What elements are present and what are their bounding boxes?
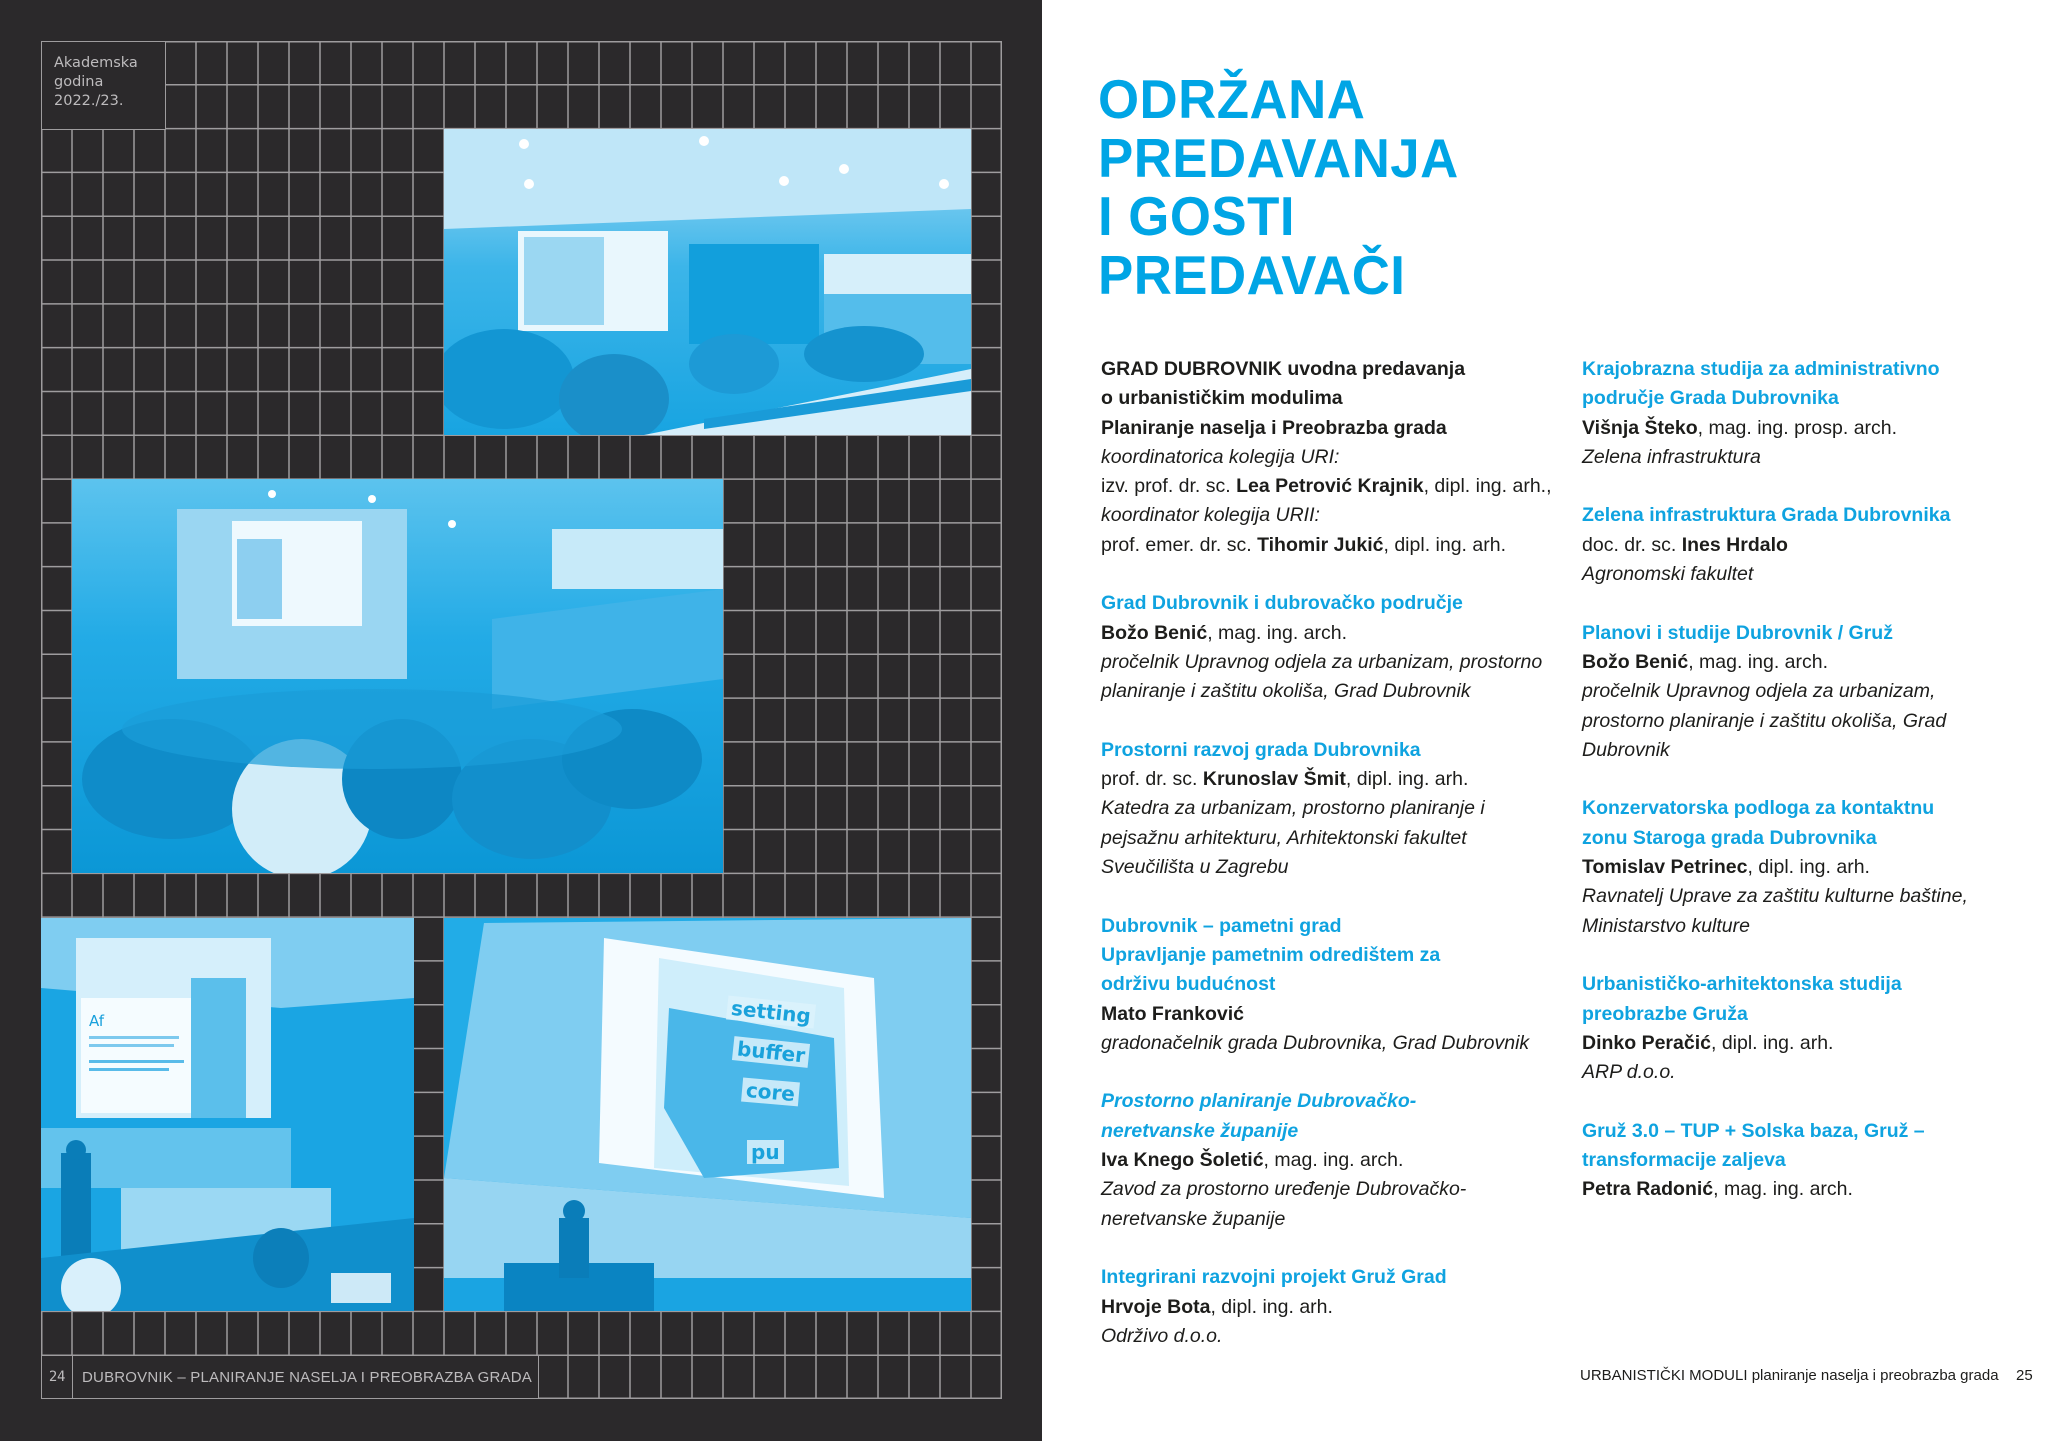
- speaker-line: [1101, 531, 1571, 560]
- speaker-affiliation: planiranje i zaštitu okoliša, Grad Dubrovnik: [1101, 680, 1471, 703]
- lecture-title: Prostorni razvoj grada Dubrovnika: [1101, 738, 1421, 761]
- speaker-title-prefix: izv. prof. dr. sc.: [1101, 475, 1237, 498]
- lecture-title: Krajobrazna studija za administrativno: [1582, 358, 1940, 380]
- lecture-title: GRAD DUBROVNIK uvodna predavanja: [1101, 358, 1466, 380]
- speaker-degree: , mag. ing. arch.: [1263, 1149, 1404, 1172]
- lecture-entry: [1582, 355, 2022, 472]
- lecture-title: održivu budućnost: [1101, 973, 1276, 996]
- speaker-affiliation: Održivo d.o.o.: [1101, 1324, 1223, 1347]
- lecture-title: Prostorno planiranje Dubrovačko-: [1101, 1090, 1417, 1113]
- lecture-title: Konzervatorska podloga za kontaktnu: [1582, 797, 1935, 820]
- speaker-degree: , dipl. ing. arh.: [1210, 1295, 1333, 1318]
- page-title: [1098, 70, 1459, 304]
- speaker-affiliation: Katedra za urbanizam, prostorno planiranje i: [1101, 797, 1485, 820]
- title-line: PREDAVAČI: [1098, 243, 1406, 306]
- speaker-title-prefix: doc. dr. sc.: [1582, 533, 1682, 556]
- speaker-affiliation: Sveučilišta u Zagrebu: [1101, 856, 1289, 879]
- speaker-degree: , dipl. ing. arh.: [1345, 768, 1469, 791]
- lecture-entry: [1582, 794, 2022, 940]
- layout-grid: [41, 41, 1002, 1399]
- speaker-affiliation: ARP d.o.o.: [1582, 1061, 1676, 1084]
- lecture-title: preobrazbe Gruža: [1582, 1002, 1748, 1025]
- speaker-name: Petra Radonić: [1582, 1178, 1714, 1201]
- slide-label-pu: pu: [747, 1140, 784, 1164]
- speaker-line: [1582, 414, 2022, 443]
- speaker-affiliation: pročelnik Upravnog odjela za urbanizam,: [1582, 680, 1936, 703]
- lecture-title: Integrirani razvojni projekt Gruž Grad: [1101, 1266, 1447, 1289]
- speaker-line: [1101, 1293, 1571, 1322]
- speaker-name: Mato Franković: [1101, 1002, 1245, 1025]
- speaker-affiliation: Zelena infrastruktura: [1582, 445, 1761, 468]
- speaker-line: [1582, 531, 2022, 560]
- slide-label-core: core: [741, 1078, 800, 1107]
- academic-year-block: [41, 41, 166, 130]
- speaker-degree: , dipl. ing. arh.: [1747, 856, 1870, 879]
- lecture-entry: [1582, 970, 2022, 1087]
- lecture-title: Gruž 3.0 – TUP + Solska baza, Gruž –: [1582, 1119, 1925, 1142]
- speaker-degree: , mag. ing. prosp. arch.: [1697, 416, 1898, 439]
- lecture-hall-image: [444, 129, 971, 435]
- lectures-column-right: [1582, 355, 2022, 1234]
- speaker-line: [1582, 648, 2022, 677]
- speaker-degree: , dipl. ing. arh.,: [1423, 475, 1552, 498]
- page-number-left: 24: [41, 1355, 73, 1399]
- lecture-entry: [1101, 1263, 1571, 1351]
- speaker-degree: , dipl. ing. arh.: [1383, 533, 1506, 556]
- lecture-title: područje Grada Dubrovnika: [1582, 387, 1839, 410]
- speaker-degree: , mag. ing. arch.: [1713, 1178, 1853, 1201]
- lecture-title: Grad Dubrovnik i dubrovačko područje: [1101, 592, 1463, 615]
- speaker-name: Božo Benić: [1101, 621, 1208, 644]
- speaker-line: [1101, 1146, 1571, 1175]
- lectures-column-left: [1101, 355, 1571, 1380]
- lecture-entry: [1582, 1117, 2022, 1205]
- speaker-line: [1101, 765, 1571, 794]
- academic-year-line: godina: [54, 74, 104, 90]
- running-title-caps: URBANISTIČKI MODULI: [1580, 1367, 1748, 1384]
- speaker-degree: , mag. ing. arch.: [1688, 650, 1829, 673]
- title-line: ODRŽANA: [1098, 68, 1366, 130]
- speaker-line: [1582, 1029, 2022, 1058]
- speaker-affiliation: gradonačelnik grada Dubrovnika, Grad Dubrovnik: [1101, 1031, 1530, 1054]
- running-title-left: DUBROVNIK – PLANIRANJE NASELJA I PREOBRAZBA GRADA: [72, 1355, 539, 1399]
- photo-lecture-hall-2: [72, 479, 723, 873]
- speaker-name: Višnja Šteko: [1582, 416, 1698, 439]
- presenter-image: [41, 918, 414, 1311]
- speaker-degree: , dipl. ing. arh.: [1710, 1031, 1834, 1054]
- slide-logo-text: Af: [89, 1012, 105, 1030]
- lecture-title: Upravljanje pametnim odredištem za: [1101, 943, 1441, 966]
- speaker-affiliation: pročelnik Upravnog odjela za urbanizam, prostorno: [1101, 650, 1543, 673]
- auditorium-image: [72, 479, 723, 873]
- speaker-line: [1582, 853, 2022, 882]
- speaker-affiliation: pejsažnu arhitekturu, Arhitektonski fakultet: [1101, 826, 1467, 849]
- speaker-name: Hrvoje Bota: [1101, 1295, 1211, 1318]
- lecture-title: Urbanističko-arhitektonska studija: [1582, 973, 1902, 996]
- speaker-affiliation: prostorno planiranje i zaštitu okoliša, Grad: [1582, 709, 1947, 732]
- lecture-title: transformacije zaljeva: [1582, 1149, 1786, 1172]
- lecture-entry: [1101, 912, 1571, 1058]
- speaker-affiliation: Dubrovnik: [1582, 738, 1670, 761]
- lecture-title: zonu Staroga grada Dubrovnika: [1582, 826, 1877, 849]
- speaker-title-prefix: prof. dr. sc.: [1101, 768, 1203, 791]
- lecture-title: o urbanističkim modulima: [1101, 387, 1343, 410]
- lecture-entry: [1101, 589, 1571, 706]
- academic-year-line: 2022./23.: [54, 93, 124, 109]
- lecture-title: neretvanske županije: [1101, 1119, 1299, 1142]
- speaker-affiliation: Ravnatelj Uprave za zaštitu kulturne baštine,: [1582, 885, 1968, 908]
- speaker-affiliation: Agronomski fakultet: [1582, 563, 1754, 586]
- slide-label-buffer: buffer: [732, 1036, 810, 1068]
- speaker-title-prefix: prof. emer. dr. sc.: [1101, 533, 1258, 556]
- speaker-line: [1582, 1175, 2022, 1204]
- title-line: I GOSTI: [1098, 185, 1295, 247]
- lecture-entry: [1101, 355, 1571, 560]
- speaker-line: [1101, 619, 1571, 648]
- speaker-name: Tihomir Jukić: [1257, 533, 1384, 556]
- coordinator-role: koordinator kolegija URII:: [1101, 504, 1320, 527]
- speaker-name: Božo Benić: [1582, 650, 1689, 673]
- running-title-rest: planiranje naselja i preobrazba grada: [1747, 1367, 1999, 1384]
- lecture-entry: [1101, 1087, 1571, 1233]
- photo-presenter-lectern: [41, 918, 414, 1311]
- speaker-degree: , mag. ing. arch.: [1207, 621, 1348, 644]
- running-title-right: [1580, 1367, 1999, 1384]
- photo-lecture-hall-1: [444, 129, 971, 435]
- speaker-name: Krunoslav Šmit: [1202, 768, 1346, 791]
- lecture-entry: [1582, 619, 2022, 765]
- photo-slide-map: [444, 918, 971, 1311]
- coordinator-role: koordinatorica kolegija URI:: [1101, 445, 1340, 468]
- map-slide-image: [444, 918, 971, 1311]
- lecture-title: Planiranje naselja i Preobrazba grada: [1101, 416, 1447, 439]
- lecture-title: Planovi i studije Dubrovnik / Gruž: [1582, 621, 1893, 644]
- academic-year-line: Akademska: [54, 55, 138, 71]
- page-number-right: 25: [2016, 1367, 2033, 1384]
- speaker-line: [1101, 472, 1571, 501]
- lecture-entry: [1582, 501, 2022, 589]
- speaker-affiliation: neretvanske županije: [1101, 1207, 1286, 1230]
- title-line: PREDAVANJA: [1098, 126, 1459, 189]
- speaker-name: Iva Knego Šoletić: [1101, 1149, 1264, 1172]
- lecture-title: Dubrovnik – pametni grad: [1101, 914, 1342, 937]
- slide-label-setting: setting: [726, 995, 816, 1028]
- speaker-name: Ines Hrdalo: [1681, 533, 1788, 556]
- speaker-line: [1101, 1000, 1571, 1029]
- speaker-affiliation: Zavod za prostorno uređenje Dubrovačko-: [1101, 1178, 1467, 1201]
- speaker-name: Lea Petrović Krajnik: [1236, 475, 1424, 498]
- lecture-title: Zelena infrastruktura Grada Dubrovnika: [1582, 504, 1951, 527]
- speaker-name: Tomislav Petrinec: [1582, 856, 1748, 879]
- speaker-name: Dinko Peračić: [1582, 1031, 1711, 1054]
- lecture-entry: [1101, 736, 1571, 882]
- speaker-affiliation: Ministarstvo kulture: [1582, 914, 1750, 937]
